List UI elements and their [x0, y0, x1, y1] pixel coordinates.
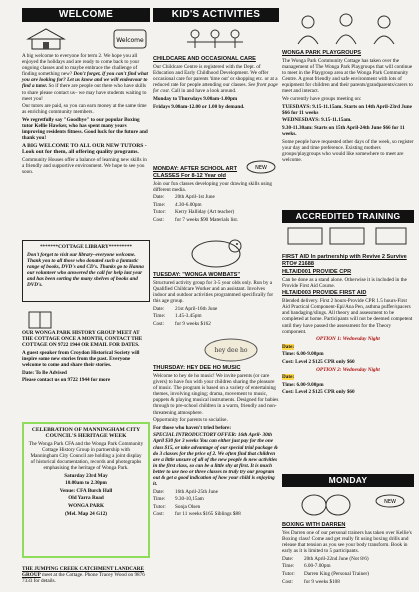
middle-column	[153, 8, 279, 588]
accredited-header: ACCREDITED TRAINING	[282, 210, 414, 223]
boxing-gloves-illustration	[296, 490, 356, 520]
history-book-icon	[26, 308, 54, 330]
hey-dee-ho-logo	[201, 336, 261, 364]
jumping-creek: THE JUMPING CREEK CATCHMENT LANDCARE GROUP meet at the Cottage. Phone Tracey Wood on 9876 7333 for details.	[22, 566, 145, 585]
boxing-new-badge-label: NEW	[384, 499, 396, 505]
art-classes: MONDAY: AFTER SCHOOL ART CLASSES For 8-12 Year old Join our fun classes developing your drawing skills using different media. Date: 20th April-1st June Time: 4.30-6.00pm Tutor: Kerry Halliday (Art teacher) Cost: for 7 weeks $90 Materials list.	[153, 166, 273, 223]
wombat-illustration	[183, 230, 249, 270]
children-playing-illustration	[183, 26, 247, 54]
cottage-illustration	[26, 27, 68, 51]
wonga-wombats: TUESDAY: "WONGA WOMBATS" Structured activity group for 3-5 year olds only. Run by a Qualified Childcare Worker and an assistant. Involves indoor and outdoor activities programmed specifically for this age group. Date: 21st April-16th June Time: 1.45-3.45pm Cost: for 9 weeks $162	[153, 272, 274, 328]
welcome-header: WELCOME	[22, 8, 150, 22]
kids-header: KID'S ACTIVITIES	[153, 8, 279, 22]
training-logos	[284, 226, 412, 246]
cottage-library-box: *******COTTAGE LIBRARY********* Don't forget to visit our library–everyone welcome. Thank you to all those who donated such a fantastic range of books, DVD's and CD's. Thanks go to Hanna our volunteer who answered the call for help last year and has been sorting the many shelves of books and DVD's.	[22, 240, 150, 302]
right-column	[282, 8, 414, 588]
music-section: THURSDAY: HEY DEE HO MUSIC Welcome to hey de ho music! We invite parents (or care givers) to have fun with your children sharing the pleasure of music. The program is based on a variety of entertaining themes, involving singing; drama, movement to music, puppets & playing musical instruments. Designed for babies through to pre-school children in a warm, friendly and non-threatening atmosphere. Opportunity for parents to socialise. For those who haven't tried before: SPECIAL INTRODUCTORY OFFER: 16th April- 30th April $30 for 3 weeks You can either just pay for the one class $15, or take advantage of our special trial package & do 3 classes for the price of 2. We often find that children are a little unsure of all of the new people & new activities in the first class, so can be a little shy at first. It is much better to use two or three classes to truly try our program out & get a good indication of how your child is enjoying it. Date: 16th April-25th June Time: 9.30-10,15am Tutor: Sonja Olsen Cost: for 11 weeks $165 Siblings $88	[153, 365, 279, 518]
welcome-doormat-icon	[112, 26, 148, 52]
boxing-new-badge-icon	[374, 494, 406, 508]
accredited-training: FIRST AID In partnership with Revive 2 Survive RTO# 21688 HLTAID001 PROVIDE CPR Can be done as a stand alone. Otherwise it is included in the Provide First Aid Course. HLTAID003 PROVIDE FIRST AID Blended delivery. First 2 hours-Provide CPR 1.5 hours-First Aid Practical Component-Epi/Ana Pen, asthma puffer/spacers and bandaging/slings. All theory and assessment to be completed at home. Participants will not be deemed competent until they have passed the assessment for the Theory component. OPTION 1: Wednesday Night Date: Time: 6.00-9.00pm Cost: Level 2 $125 CPR only $60 OPTION 2: Wednesday Night Date: Time: 6.00-9.00pm Cost: Level 2 $125 CPR only $60	[282, 254, 413, 396]
boxing-section: BOXING WITH DARREN Yes Darren one of our personal trainers has taken over Kellie's Boxing class! Come and get really fit using boxing drills and release that tension as you see your body transform. Book in early as it is limited to 5 participants. Date: 20th April-22nd June (Not 8/6) Time: 6.00-7.00pm Tutor: Darren King (Personal Trainer) Cost: for 9 weeks $108	[282, 522, 412, 585]
playgroups: WONGA PARK PLAYGROUPS The Wonga Park Community Cottage has taken over the management of The Wonga Park Playgroups that will continue to meet in the Playgroup area at the Wonga Park Community Centre. A great friendly and safe environment with lots of equipment for children and their parents/grandparents/carers to meet and interact. We currently have groups meeting on: TUESDAYS: 9.15-11.15am. Starts on 14th April-23rd June $66 for 11 weeks WEDNESDAYS: 9.15-11.15am. 9.30-11.30am: Starts on 15th April-24th June $66 for 11 weeks. Some people have requested other days of the week, so register your day and time preference. Existing mothers groups/playgroups who would like somewhere to meet are welcome.	[282, 50, 414, 163]
monday-header: MONDAY	[282, 474, 414, 487]
svg-text:Welcome: Welcome	[116, 37, 144, 44]
childcare-section: CHILDCARE AND OCCASIONAL CARE Our Childcare Centre is registered with the Dept. of Education and Early Childhood Development. We offer occasional care for parents 'time out' or shopping etc. or at a reduced rate for people attending our classes. See front page for cost. Call in and have a look around. Monday to Thursdays 9.00am-1.00pm Fridays 9.00am-12.00 or 1.00 by demand.	[153, 56, 278, 110]
welcome-text: A big welcome to everyone for term 2. We hope you all enjoyed the holidays and are ready to come back to your ongoing classes and to maybe embrace the challenge of finding something new? Don't forget, if you can't find what you are looking for? Let us know and we will endeavour to find a tutor. So if there are people out there who have skills to share please contact us– we may have students waiting to meet you! Our tutors are paid, so you can earn money at the same time as enriching community members. We regretfully say "Goodbye" to our popular Boxing tutor Kellie Hawker, who has spent many years improving residents fitness. Good luck for the future and thank you! A BIG WELCOME TO ALL OUR NEW TUTORS -Look out for them, all offering quality programs. Community Houses offer a balance of learning new skills in a friendly and supportive environment. We hope to see you soon.	[22, 53, 148, 175]
left-column	[22, 8, 150, 588]
heritage-week-box: CELEBRATION OF MANNINGHAM CITY COUNCIL'S HERITAGE WEEK The Wonga Park CFA and the Wonga Park Community Cottage History Group in partnership with Manningham City Council are holding a joint display of historical documentation, records and photographs emphasising the heritage of Wonga Park. Saturday 23rd May 10.00am to 2.30pm Venue: CFA Burch Hall Old Yarra Road WONGA PARK (Mel. Map 24 G12)	[22, 422, 150, 558]
playgroup-children-illustration	[288, 10, 404, 48]
hey-dee-ho-label: hey dee ho	[214, 347, 248, 354]
history-group: OUR WONGA PARK HISTORY GROUP MEET AT THE COTTAGE ONCE A MONTH, CONTACT THE COTTAGE ON 9722 1944 OR EMAIL FOR DATES. A guest speaker from Croydon Historical Society will inspire some new stories from the past. Everyone welcome to come and share their stories. Date: To Be Advised Please contact us on 9722 1944 for more	[22, 330, 143, 384]
new-badge-label: NEW	[255, 165, 267, 171]
